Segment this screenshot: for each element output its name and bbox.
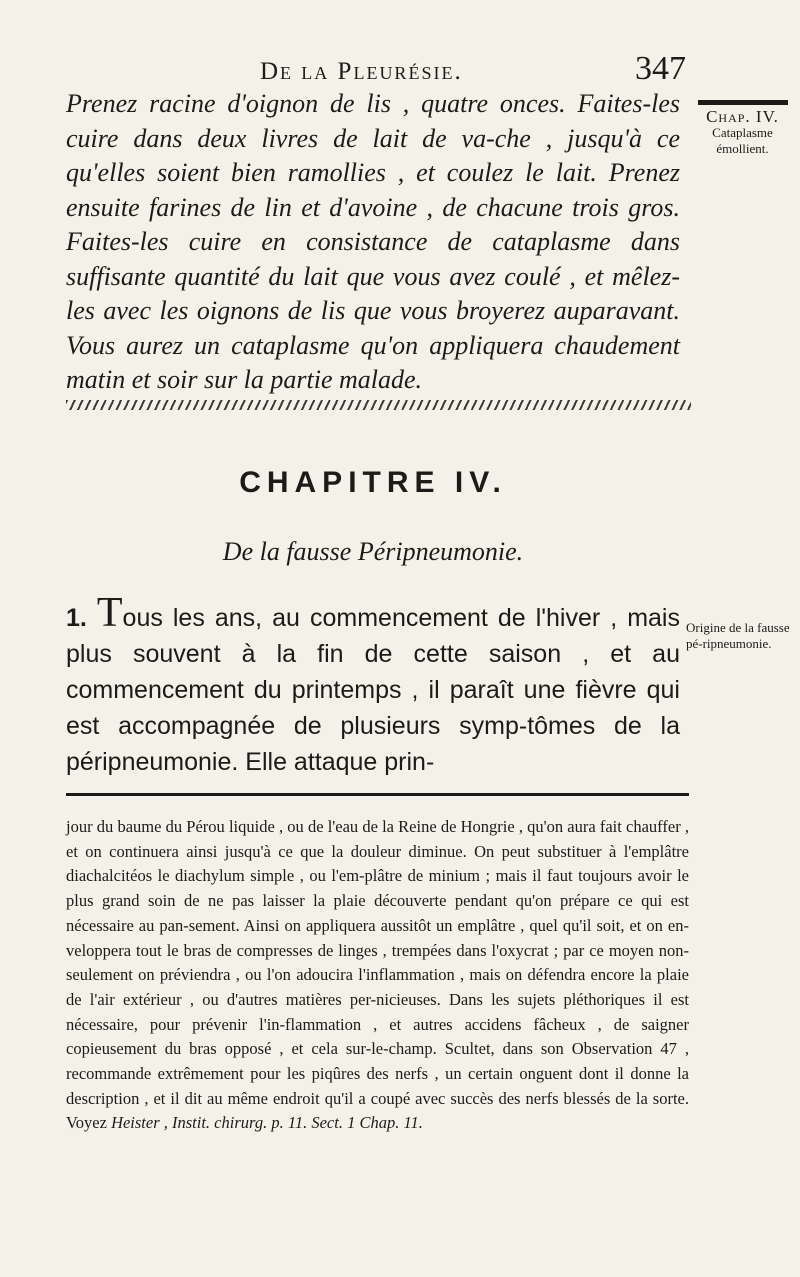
ornamental-divider xyxy=(66,400,691,410)
recipe-text: Prenez racine d'oignon de lis , quatre onces. Faites-les cuire dans deux livres de lait de va-che , jusqu'à ce qu'elles soient bien ramollies , et coulez le lait. Prenez ensuite farines de lin et d'avoine , de chacune trois gros. Faites-les cuire en consistance de cataplasme dans suffisante quantité du lait que vous avez coulé , et mêlez-les avec les oignons de lis que vous broyerez auparavant. Vous aurez un cataplasme qu'on appliquera chaudement matin et soir sur la partie malade. xyxy=(66,89,680,394)
margin-chapter-label: Chap. IV. xyxy=(706,107,779,126)
footnote xyxy=(66,815,689,1136)
footnote-text: jour du baume du Pérou liquide , ou de l'eau de la Reine de Hongrie , qu'on aura fait chauffer , et on continuera ainsi jusqu'à ce que la douleur diminue. On peut substituer à l'emplâtre diachalcitéos le diachylum simple , ou l'em-plâtre de minium ; mais il faut toujours avoir le plus grand soin de ne pas laisser la plaie découverte pendant qu'on prépare ce qui est nécessaire au pan-sement. Ainsi on appliquera aussitôt un emplâtre , quel qu'il soit, et on en-veloppera tout le bras de compresses de linges , trempées dans l'oxycrat ; par ce moyen non-seulement on préviendra , ou l'on adoucira l'inflammation , mais on défendra encore la plaie de l'air extérieur , ou d'autres matières per-nicieuses. Dans les sujets pléthoriques il est nécessaire, pour prévenir l'in-flammation , et autres accidens fâcheux , de saigner copieusement du bras opposé , et cela sur-le-champ. Scultet, dans son Observation 47 , recommande extrêmement pour les piqûres des nerfs , un certain onguent dont il donne la description , et il dit au même endroit qu'il a coupé avec succès des nerfs blessés de la sorte. Voyez xyxy=(66,817,689,1133)
footnote-rule xyxy=(66,793,689,796)
margin-recipe-label: Cataplasme émollient. xyxy=(712,125,773,156)
drop-cap: T xyxy=(96,590,123,636)
chapter-subtitle: De la fausse Péripneumonie. xyxy=(222,537,524,566)
footnote-paragraph xyxy=(66,815,689,1136)
recipe-paragraph xyxy=(66,87,680,398)
running-head xyxy=(100,50,700,88)
section-1-text: ous les ans, au commencement de l'hiver , mais plus souvent à la fin de cette saison , et au commencement du printemps , il paraît une fièvre qui est accompagnée de plusieurs symp-tômes de la péripneumonie. Elle attaque prin- xyxy=(66,604,680,776)
chapter-title: CHAPITRE IV. xyxy=(239,466,507,499)
section-1-paragraph xyxy=(66,590,680,780)
margin-note-origin: Origine de la fausse pé-ripneumonie. xyxy=(686,620,790,651)
running-head-title: De la Pleurésie. xyxy=(260,58,463,85)
section-1 xyxy=(66,590,680,780)
section-number: 1. xyxy=(66,604,87,632)
footnote-citation: Heister , Instit. chirurg. p. 11. Sect. 1 Chap. 11. xyxy=(111,1113,423,1133)
page-number: 347 xyxy=(635,50,686,87)
margin-note-chapter xyxy=(690,100,795,157)
margin-rule xyxy=(698,100,788,105)
